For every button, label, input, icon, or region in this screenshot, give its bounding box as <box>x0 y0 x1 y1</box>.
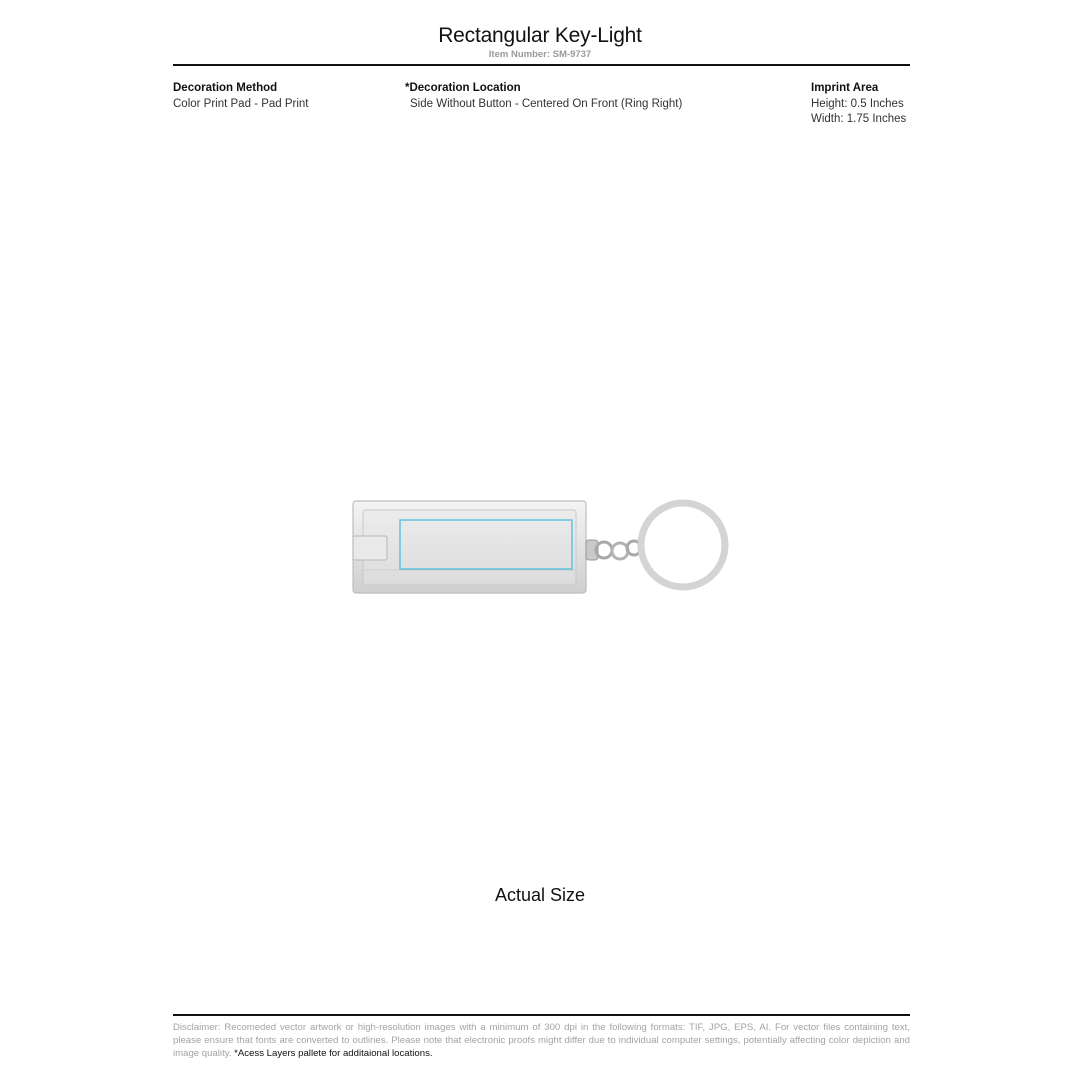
actual-size-label: Actual Size <box>494 885 586 905</box>
decoration-location-value: Side Without Button - Centered On Front (Ring Right) <box>410 97 683 110</box>
keylight-illustration <box>340 490 740 600</box>
keychain-connector <box>586 540 641 560</box>
layers-note: *Acess Layers pallete for additaional locations. <box>234 1048 433 1060</box>
header-divider <box>173 64 910 66</box>
decoration-method-section <box>173 81 309 112</box>
product-image <box>340 490 740 600</box>
imprint-area-section <box>811 81 906 128</box>
decoration-method-heading: Decoration Method <box>173 82 278 94</box>
imprint-height: Height: 0.5 Inches <box>811 97 904 110</box>
imprint-width: Width: 1.75 Inches <box>811 113 907 125</box>
decoration-location-section <box>405 81 682 112</box>
keylight-lens <box>353 536 387 560</box>
disclaimer-text: Disclaimer: Recomeded vector artwork or high-resolution images with a minimum of 300 dpi in the following formats: TIF, JPG, EPS, AI. For vector files containing text, please ensure that fonts are converted to outlines. Please note that electronic proofs might differ due to individual computer settings, potentially affecting color depiction and image quality. <box>173 1022 910 1060</box>
key-ring <box>641 503 725 587</box>
footer-divider <box>173 1014 910 1016</box>
keylight-inner-frame <box>363 510 576 585</box>
item-number: Item Number: SM-9737 <box>488 49 592 60</box>
decoration-method-value: Color Print Pad - Pad Print <box>173 97 309 110</box>
disclaimer <box>173 1021 910 1061</box>
page-title: Rectangular Key-Light <box>438 24 642 47</box>
decoration-location-heading: *Decoration Location <box>405 82 521 94</box>
imprint-area-heading: Imprint Area <box>811 82 879 94</box>
